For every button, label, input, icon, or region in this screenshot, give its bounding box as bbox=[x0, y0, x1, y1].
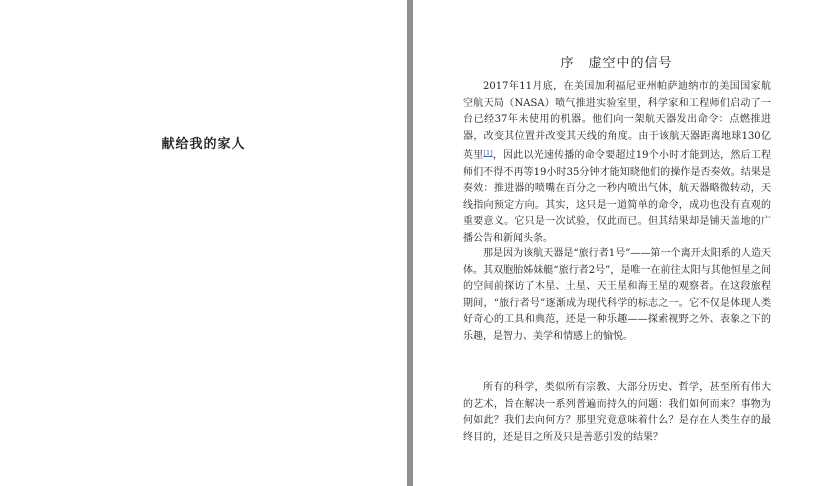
paragraph-1-text-b: ，因此以光速传播的命令要超过19个小时才能到达，然后工程师们不得不再等19小时35分钟才能知晓他们的操作是否奏效。结果是奏效：推进器的喷嘴在百分之一秒内喷出气体，航天器略微转动，天线指向预定方向。其实，这只是一道简单的命令，成功也没有直观的重要意义。它只是一次试验，仅此而已。但其结果却是铺天盖地的广播公告和新闻头条。 bbox=[463, 150, 771, 244]
paragraph-1 bbox=[463, 79, 771, 247]
dedication-text: 献给我的家人 bbox=[161, 137, 246, 152]
left-page bbox=[0, 0, 407, 486]
footnote-link[interactable]: [1] bbox=[483, 149, 493, 157]
paragraph-3: 所有的科学，类似所有宗教、大部分历史、哲学，甚至所有伟大的艺术，旨在解决一系列普遍而持久的问题：我们如何而来？事物为何如此？我们去向何方？那里究竟意味着什么？是存在人类生存的最终目的，还是目之所及只是善恶引发的结果？ bbox=[463, 382, 771, 443]
chapter-title: 序 虚空中的信号 bbox=[560, 56, 673, 71]
paragraph-2: 那是因为该航天器是“旅行者1号”——第一个离开太阳系的人造天体。其双胞胎姊妹艇“旅行者2号”，是唯一在前往太阳与其他恒星之间的空间前探访了木星、土星、天王星和海王星的观察者。在这段旅程期间，“旅行者号”逐渐成为现代科学的标志之一。它不仅是体现人类好奇心的工具和典范，还是一种乐趣——探索视野之外、表象之下的乐趣，是智力、美学和情感上的愉悦。 bbox=[463, 248, 771, 342]
right-page bbox=[413, 0, 820, 486]
paragraph-1-text-a: 2017年11月底，在美国加利福尼亚州帕萨迪纳市的美国国家航空航天局（NASA）喷气推进实验室里，科学家和工程师们启动了一台已经37年未使用的机器。他们向一架航天器发出命令：点燃推进器，改变其位置并改变其天线的角度。由于该航天器距离地球130亿英里 bbox=[463, 81, 771, 161]
